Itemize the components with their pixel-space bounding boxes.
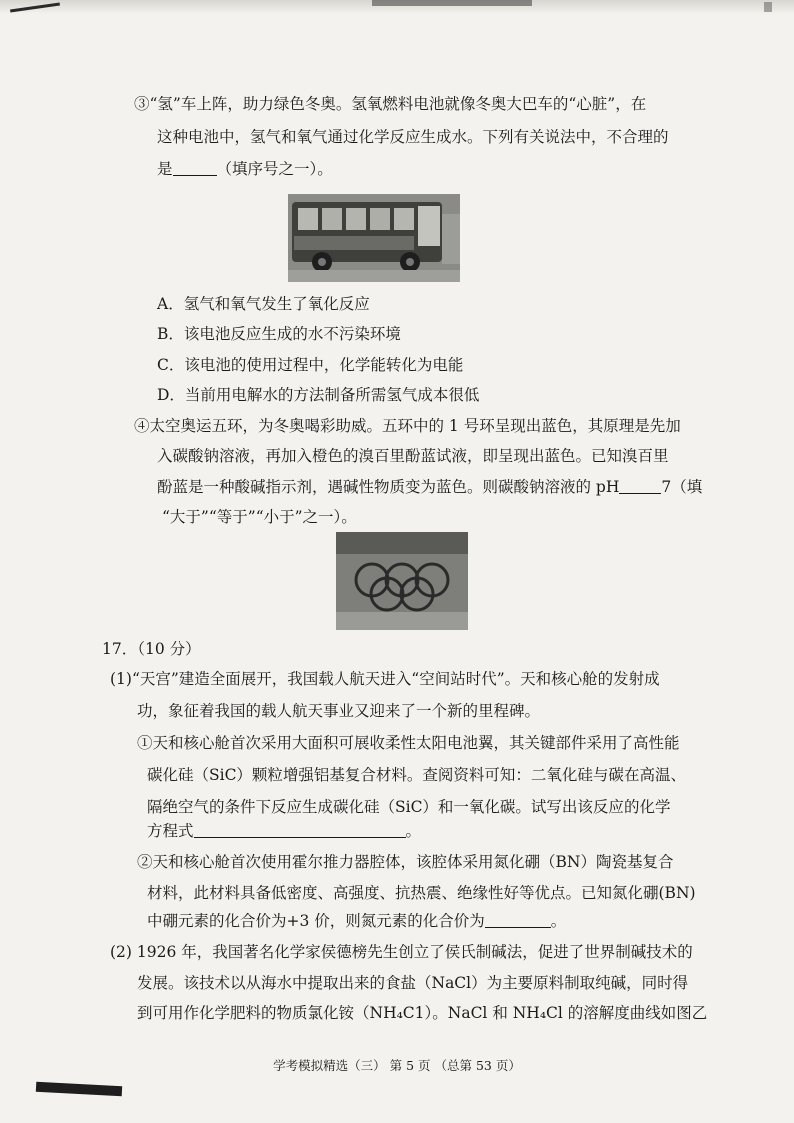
q17-sub2-text: 。: [550, 912, 567, 930]
q17-sub2-line-with-blank: [147, 910, 566, 932]
q16-item4-line: 入碳酸钠溶液，再加入橙色的溴百里酚蓝试液，即呈现出蓝色。已知溴百里: [157, 447, 669, 465]
q17-sub1-line-with-blank: [147, 820, 421, 842]
q17-part2-line: (2) 1926 年，我国著名化学家侯德榜先生创立了侯氏制碱法，促进了世界制碱技术的: [110, 943, 693, 961]
answer-blank[interactable]: [194, 821, 406, 838]
q17-heading: 17．（10 分）: [102, 640, 201, 658]
q17-part1-line: 功，象征着我国的载人航天事业又迎来了一个新的里程碑。: [137, 702, 541, 720]
scan-mark: [764, 2, 772, 12]
q16-item4-text: 7（填: [661, 478, 703, 496]
hydrogen-bus-photo: [288, 194, 460, 282]
q16-option: C．该电池的使用过程中，化学能转化为电能: [157, 356, 464, 374]
q16-item4-text: 酚蓝是一种酸碱指示剂，遇碱性物质变为蓝色。则碳酸钠溶液的 pH: [157, 478, 620, 496]
page-footer: 学考模拟精选（三） 第 5 页 （总第 53 页）: [273, 1058, 521, 1073]
olympic-rings-photo: [336, 532, 468, 630]
q17-sub1-text: 。: [405, 822, 422, 840]
q16-item3-line: 这种电池中，氢气和氧气通过化学反应生成水。下列有关说法中，不合理的: [157, 128, 669, 146]
q16-item3-line-with-blank: [157, 158, 333, 180]
q17-sub1-line: 隔绝空气的条件下反应生成碳化硅（SiC）和一氧化碳。试写出该反应的化学: [147, 798, 671, 816]
q17-sub2-line: 材料，此材料具备低密度、高强度、抗热震、绝缘性好等优点。已知氮化硼(BN): [147, 884, 696, 902]
q17-part2-line: 发展。该技术以从海水中提取出来的食盐（NaCl）为主要原料制取纯碱，同时得: [137, 974, 689, 992]
answer-blank[interactable]: [619, 477, 661, 494]
q17-sub1-line: ①天和核心舱首次采用大面积可展收柔性太阳电池翼，其关键部件采用了高性能: [137, 734, 680, 752]
q16-option: A．氢气和氧气发生了氧化反应: [157, 295, 370, 313]
q17-part2-line: 到可用作化学肥料的物质氯化铵（NH₄C1）。NaCl 和 NH₄Cl 的溶解度曲线如图乙: [137, 1004, 708, 1022]
scan-mark: [36, 1082, 122, 1096]
scan-mark: [372, 0, 532, 6]
q16-item3-text: （填序号之一）。: [216, 160, 333, 178]
q16-option: D．当前用电解水的方法制备所需氢气成本很低: [157, 386, 480, 404]
q16-item3-text: 是: [157, 160, 173, 178]
q17-sub2-text: 中硼元素的化合价为+3 价，则氮元素的化合价为: [147, 912, 485, 930]
q16-option: B．该电池反应生成的水不污染环境: [157, 325, 401, 343]
q17-sub2-line: ②天和核心舱首次使用霍尔推力器腔体，该腔体采用氮化硼（BN）陶瓷基复合: [137, 853, 674, 871]
q17-sub1-line: 碳化硅（SiC）颗粒增强铝基复合材料。查阅资料可知：二氧化硅与碳在高温、: [147, 766, 686, 784]
answer-blank[interactable]: [173, 159, 217, 176]
q17-sub1-text: 方程式: [147, 822, 194, 840]
q16-item4-line-with-blank: [157, 476, 702, 498]
q16-item3-line: ③“氢”车上阵，助力绿色冬奥。氢氧燃料电池就像冬奥大巴车的“心脏”，在: [134, 95, 647, 113]
q16-item4-line: “大于”“等于”“小于”之一）。: [162, 508, 357, 526]
q17-part1-line: (1)“天宫”建造全面展开，我国载人航天进入“空间站时代”。天和核心舱的发射成: [110, 670, 660, 688]
answer-blank[interactable]: [485, 911, 551, 928]
q16-item4-line: ④太空奥运五环，为冬奥喝彩助威。五环中的 1 号环呈现出蓝色，其原理是先加: [134, 417, 681, 435]
